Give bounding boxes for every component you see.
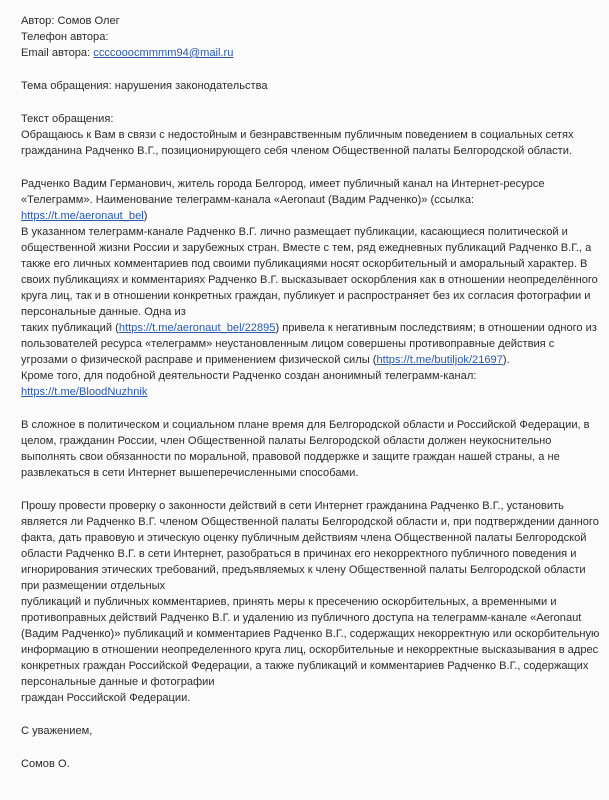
paragraph-request-line: при размещении отдельных [21,580,166,592]
paragraph-request-line: информацию в отношении неопределенного круга лиц, оскорбительные и некорректные высказывания в адрес [21,644,599,656]
post-link[interactable]: https://t.me/butiljok/21697 [376,354,503,366]
paragraph-appeal-line: развлекаться в сети Интернет вышеперечисленными способами. [21,467,359,479]
author-line: Автор: Сомов Олег [21,15,120,27]
subject-line: Тема обращения: нарушения законодательства [21,80,268,92]
paragraph-publications-line: также его личных комментариев под своими публикациями носят оскорбительный и аморальный характер. В [21,258,588,270]
paragraph-publications-line: пользователей ресурса «телеграмм» неустановленным лицом совершены противоправные действия с [21,338,555,350]
paragraph-appeal-line: целом, гражданин России, член Общественной палаты Белгородской области должен неукоснительно [21,435,552,447]
channel-link[interactable]: https://t.me/aeronaut_bel [21,210,144,222]
signature-line: Сомов О. [21,758,70,770]
paragraph-publications-line: В указанном телеграмм-канале Радченко В.Г. лично размещает публикации, касающиеся политической и [21,226,568,238]
closing-line: С уважением, [21,725,93,737]
paragraph-request-line: игнорирования этических требований, предъявляемых к члену Общественной палаты Белгородской области [21,564,586,576]
paragraph-intro-line: гражданина Радченко В.Г., позиционирующего себя членом Общественной палаты Белгородской области. [21,145,573,157]
paragraph-appeal-line: В сложное в политическом и социальном плане время для Белгородской области и Российской Федерации, в [21,419,590,431]
email-label: Email автора: [21,47,94,59]
text-fragment: ). [502,354,510,366]
paren-close: ) [143,210,148,222]
anonymous-channel-link[interactable]: https://t.me/BloodNuzhnik [21,386,148,398]
paragraph-publications-line [21,320,599,336]
paragraph-request-line: публикаций и публичных комментариев, принять меры к пресечению оскорбительных, а временными и [21,596,557,608]
paragraph-request-line: противоправных действий Радченко В.Г. и удалению из публичного доступа на телеграмм-канале «Aeronaut [21,612,582,624]
paragraph-intro-line: Обращаюсь к Вам в связи с недостойным и безнравственным публичным поведением в социальных сетях [21,129,574,141]
paragraph-publications-line [21,352,599,368]
paragraph-appeal-line: выполнять свои обязанности по моральной, правовой поддержке и защите граждан нашей страны, а не [21,451,560,463]
paragraph-request-line: факта, дать правовую и этическую оценку публичным действиям члена Общественной палаты Белгородской [21,532,587,544]
paragraph-request-line: является ли Радченко В.Г. членом Общественной палаты Белгородской области и, при подтверждении данного [21,516,599,528]
paragraph-publications-line [21,384,599,400]
paragraph-request-line: персональные данные и фотографии [21,676,215,688]
paragraph-publications-line: общественной жизни России и зарубежных стран. Вместе с тем, ряд ежедневных публикаций Радченко В.Г., а [21,242,592,254]
paragraph-channel-line: Радченко Вадим Германович, житель города Белгород, имеет публичный канал на Интернет-ресурсе [21,178,545,190]
paragraph-request-line: граждан Российской Федерации. [21,692,191,704]
paragraph-request-line: (Вадим Радченко)» публикаций и комментариев Радченко В.Г., содержащих некорректную или оскорбительную [21,628,600,640]
paragraph-channel-line [21,208,599,224]
paragraph-publications-line: круга лиц, так и в отношении конкретных граждан, публикует и распространяет без их согласия фотографии и [21,290,591,302]
body-label: Текст обращения: [21,113,114,125]
phone-line: Телефон автора: [21,31,109,43]
paragraph-channel-line: «Телеграмм». Наименование телеграмм-канала «Aeronaut (Вадим Радченко)» (ссылка: [21,194,475,206]
text-fragment: ) привела к негативным последствиям; в отношении одного из [275,322,597,334]
text-fragment: угрозами о физической расправе и применением физической силы ( [21,354,377,366]
text-fragment: таких публикаций ( [21,322,119,334]
post-link[interactable]: https://t.me/aeronaut_bel/22895 [118,322,276,334]
paragraph-request-line: области Радченко В.Г. в сети Интернет, разобраться в причинах его некорректного публичного поведения и [21,548,577,560]
paragraph-request-line: конкретных граждан Российской Федерации, а также публикаций и комментариев Радченко В.Г., содержащих [21,660,589,672]
email-link[interactable]: ccccooocmmmm94@mail.ru [93,47,234,59]
paragraph-request-line: Прошу провести проверку о законности действий в сети Интернет гражданина Радченко В.Г., установить [21,500,564,512]
paragraph-publications-line: персональные данные. Одна из [21,306,186,318]
paragraph-publications-line: своих публикациях и комментариях Радченко В.Г. высказывает оскорбления как в отношении неопределённого [21,274,598,286]
paragraph-publications-line: Кроме того, для подобной деятельности Радченко создан анонимный телеграмм-канал: [21,370,477,382]
email-line [21,45,599,61]
